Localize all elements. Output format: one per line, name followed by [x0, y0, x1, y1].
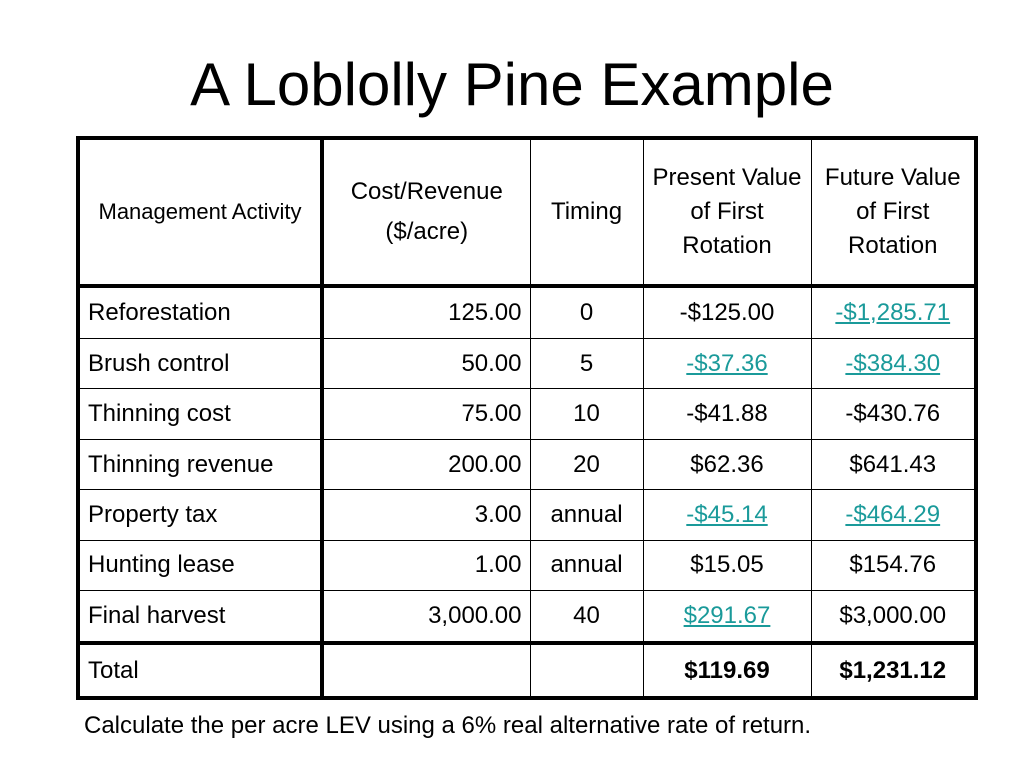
cell-present-value: -$41.88	[643, 389, 811, 439]
header-present-value: Present Value of First Rotation	[643, 138, 811, 286]
cell-cost: 75.00	[322, 389, 530, 439]
future-value-link[interactable]: -$1,285.71	[835, 299, 951, 327]
cell-activity: Thinning revenue	[78, 439, 322, 489]
cell-future-value	[811, 490, 976, 540]
cell-cost: 200.00	[322, 439, 530, 489]
table-row	[78, 389, 976, 439]
cell-cost: 3,000.00	[322, 591, 530, 644]
cell-future-value: -$430.76	[811, 389, 976, 439]
table-row	[78, 591, 976, 644]
instruction-note: Calculate the per acre LEV using a 6% real alternative rate of return.	[84, 712, 812, 739]
total-future-value: $1,231.12	[811, 643, 976, 698]
cell-timing: 0	[530, 286, 643, 339]
table-row	[78, 540, 976, 590]
cell-cost: 125.00	[322, 286, 530, 339]
header-cost-line1: Cost/Revenue	[350, 178, 503, 205]
header-cost	[322, 138, 530, 286]
cell-timing: 20	[530, 439, 643, 489]
table-row	[78, 339, 976, 389]
cell-present-value: $15.05	[643, 540, 811, 590]
cell-activity: Reforestation	[78, 286, 322, 339]
cell-activity: Property tax	[78, 490, 322, 540]
total-timing	[530, 643, 643, 698]
cell-cost: 1.00	[322, 540, 530, 590]
cell-present-value	[643, 490, 811, 540]
header-row	[78, 138, 976, 286]
present-value-link[interactable]: $291.67	[683, 602, 771, 630]
cell-activity: Brush control	[78, 339, 322, 389]
total-label: Total	[78, 643, 322, 698]
header-activity: Management Activity	[78, 138, 322, 286]
future-value-link[interactable]: -$384.30	[845, 349, 941, 377]
cell-timing: 10	[530, 389, 643, 439]
slide-title: A Loblolly Pine Example	[190, 51, 834, 118]
cell-cost: 50.00	[322, 339, 530, 389]
total-row	[78, 643, 976, 698]
cell-future-value	[811, 339, 976, 389]
cell-present-value: -$125.00	[643, 286, 811, 339]
cell-future-value: $154.76	[811, 540, 976, 590]
total-cost	[322, 643, 530, 698]
economics-table	[76, 136, 978, 700]
cell-future-value: $641.43	[811, 439, 976, 489]
present-value-link[interactable]: -$37.36	[686, 349, 768, 377]
total-present-value: $119.69	[643, 643, 811, 698]
cell-timing: 5	[530, 339, 643, 389]
cell-activity: Final harvest	[78, 591, 322, 644]
table-row	[78, 286, 976, 339]
header-cost-line2: ($/acre)	[385, 218, 469, 245]
cell-activity: Hunting lease	[78, 540, 322, 590]
future-value-link[interactable]: -$464.29	[845, 501, 941, 528]
cell-present-value	[643, 339, 811, 389]
cell-present-value: $62.36	[643, 439, 811, 489]
table-row	[78, 490, 976, 540]
cell-timing: annual	[530, 490, 643, 540]
cell-activity: Thinning cost	[78, 389, 322, 439]
present-value-link[interactable]: -$45.14	[686, 501, 768, 528]
cell-timing: annual	[530, 540, 643, 590]
table-row	[78, 439, 976, 489]
cell-future-value: $3,000.00	[811, 591, 976, 644]
cell-present-value	[643, 591, 811, 644]
cell-future-value	[811, 286, 976, 339]
header-timing: Timing	[530, 138, 643, 286]
cell-cost: 3.00	[322, 490, 530, 540]
header-future-value: Future Value of First Rotation	[811, 138, 976, 286]
cell-timing: 40	[530, 591, 643, 644]
